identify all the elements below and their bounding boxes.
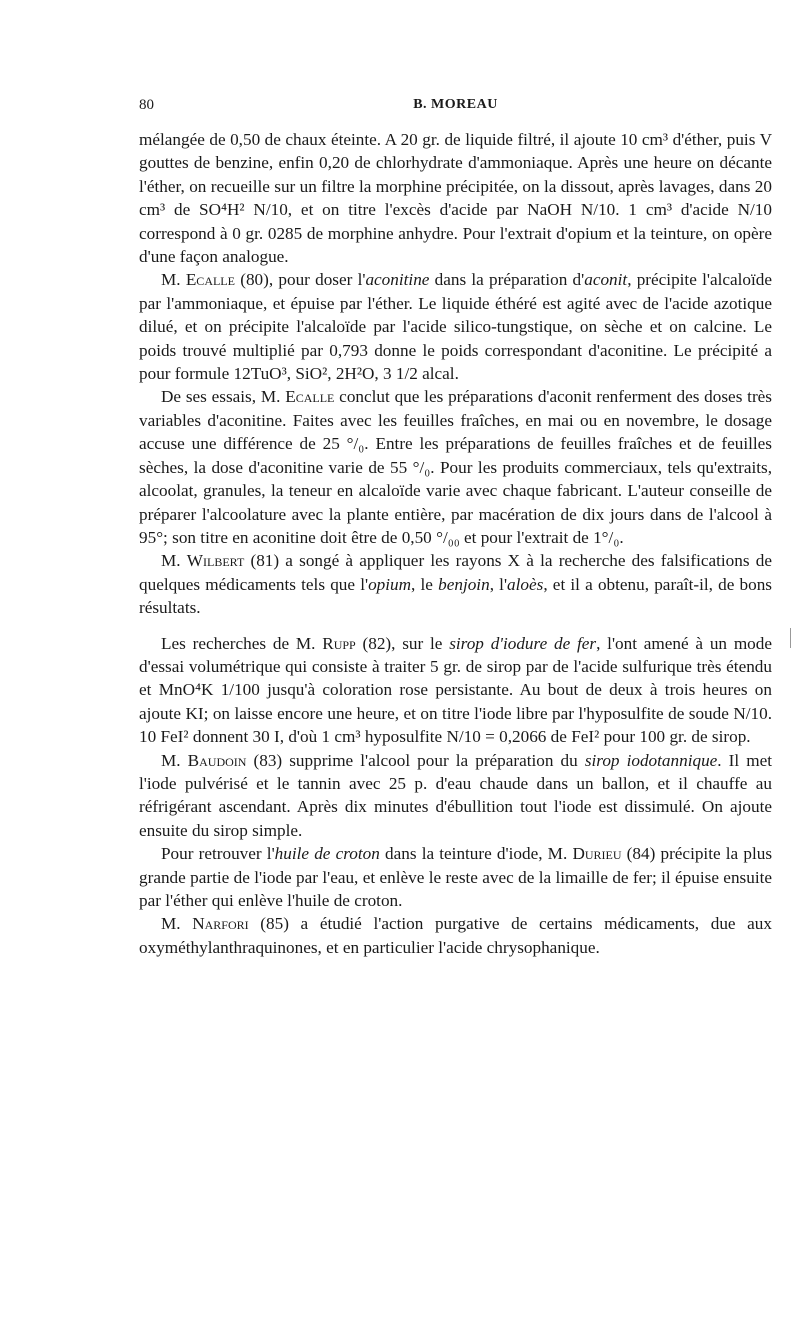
author-name: Ecalle [285,387,335,407]
paragraph-ecalle-conclusions: De ses essais, M. Ecalle conclut que les préparations d'aconit renferment des doses très variables d'aconitine. Faites avec les feuilles fraîches, en mai ou en novembre, le dosage accuse une différence de 25 °/₀. Entre les préparations de feuilles fraîches et de feuilles sèches, la dose d'aconitine varie de 55 °/₀. Pour les produits commerciaux, tels qu'extraits, alcoolat, granules, la teneur en alcaloïde varie avec chaque fabricant. L'auteur conseille de préparer l'alcoolature avec la plante entière, par macération de dix jours dans de l'alcool à 95°; son titre en aconitine doit être de 0,50 °/₀₀ et pour l'extrait de 1°/₀. [139,387,772,547]
body-text [139,128,772,959]
page-number: 80 [139,97,154,113]
paragraph-morphine-continued: mélangée de 0,50 de chaux éteinte. A 20 gr. de liquide filtré, il ajoute 10 cm³ d'éther, puis V gouttes de benzine, enfin 0,20 de chlorhydrate d'ammoniaque. Après une heure on décante l'éther, on recueille sur un filtre la morphine précipitée, on la dissout, après lavages, dans 20 cm³ de SO⁴H² N/10, et on titre l'excès d'acide par NaOH N/10. 1 cm³ d'acide N/10 correspond à 0 gr. 0285 de morphine anhydre. Pour l'extrait d'opium et la teinture, on opère d'une façon analogue. [139,130,772,267]
paragraph-rupp: Les recherches de M. Rupp (82), sur le sirop d'iodure de fer, l'ont amené à un mode d'essai volumétrique qui consiste à traiter 5 gr. de sirop par de l'acide sulfurique très étendu et MnO⁴K 1/100 jusqu'à coloration rose persistante. Au bout de deux à trois heures on ajoute KI; on laisse encore une heure, et on titre l'iode libre par l'hyposulfite de soude N/10. 10 FeI² donnent 30 I, d'où 1 cm³ hyposulfite N/10 = 0,2066 de FeI² pour 100 gr. de sirop. [139,633,773,747]
author-name: Narfori [192,914,249,934]
scan-edge-mark [790,628,791,648]
paragraph-baudoin: M. Baudoin (83) supprime l'alcool pour la préparation du sirop iodotannique. Il met l'iode pulvérisé et le tannin avec 25 p. d'eau chaude dans un ballon, et il chauffe au réfrigérant ascendant. Après dix minutes d'ébullition tout l'iode est dissimulé. On ajoute ensuite du sirop simple. [139,750,772,840]
author-name: Rupp [322,633,356,653]
author-name: Durieu [572,844,622,864]
author-name: Baudoin [187,750,247,770]
author-name: Wilbert [186,551,245,571]
paragraph-wilbert: M. Wilbert (81) a songé à appliquer les rayons X à la recherche des falsifications de quelques médicaments tels que l'opium, le benjoin, l'aloès, et il a obtenu, paraît-il, de bons résultats. [139,551,772,618]
paragraph-ecalle-aconitine: M. Ecalle (80), pour doser l'aconitine dans la préparation d'aconit, précipite l'alcaloïde par l'ammoniaque, et épuise par l'éther. Le liquide éthéré est agité avec de l'acide azotique dilué, et on précipite l'alcaloïde par l'acide silico-tungstique, on sèche et on calcine. Le poids trouvé multiplié par 0,793 donne le poids correspondant d'aconitine. Le précipité a pour formule 12TuO³, SiO², 2H²O, 3 1/2 alcal. [139,270,772,384]
running-title: B. MOREAU [413,97,498,112]
running-head [139,97,772,119]
paragraph-durieu: Pour retrouver l'huile de croton dans la teinture d'iode, M. Durieu (84) précipite la plus grande partie de l'iode par l'eau, et enlève le reste avec de la limaille de fer; il épuise ensuite par l'éther qui enlève l'huile de croton. [139,844,773,910]
paragraph-narfori: M. Narfori (85) a étudié l'action purgative de certains médicaments, due aux oxyméthylanthraquinones, et en particulier l'acide chrysophanique. [139,914,772,957]
author-name: Ecalle [185,270,235,290]
